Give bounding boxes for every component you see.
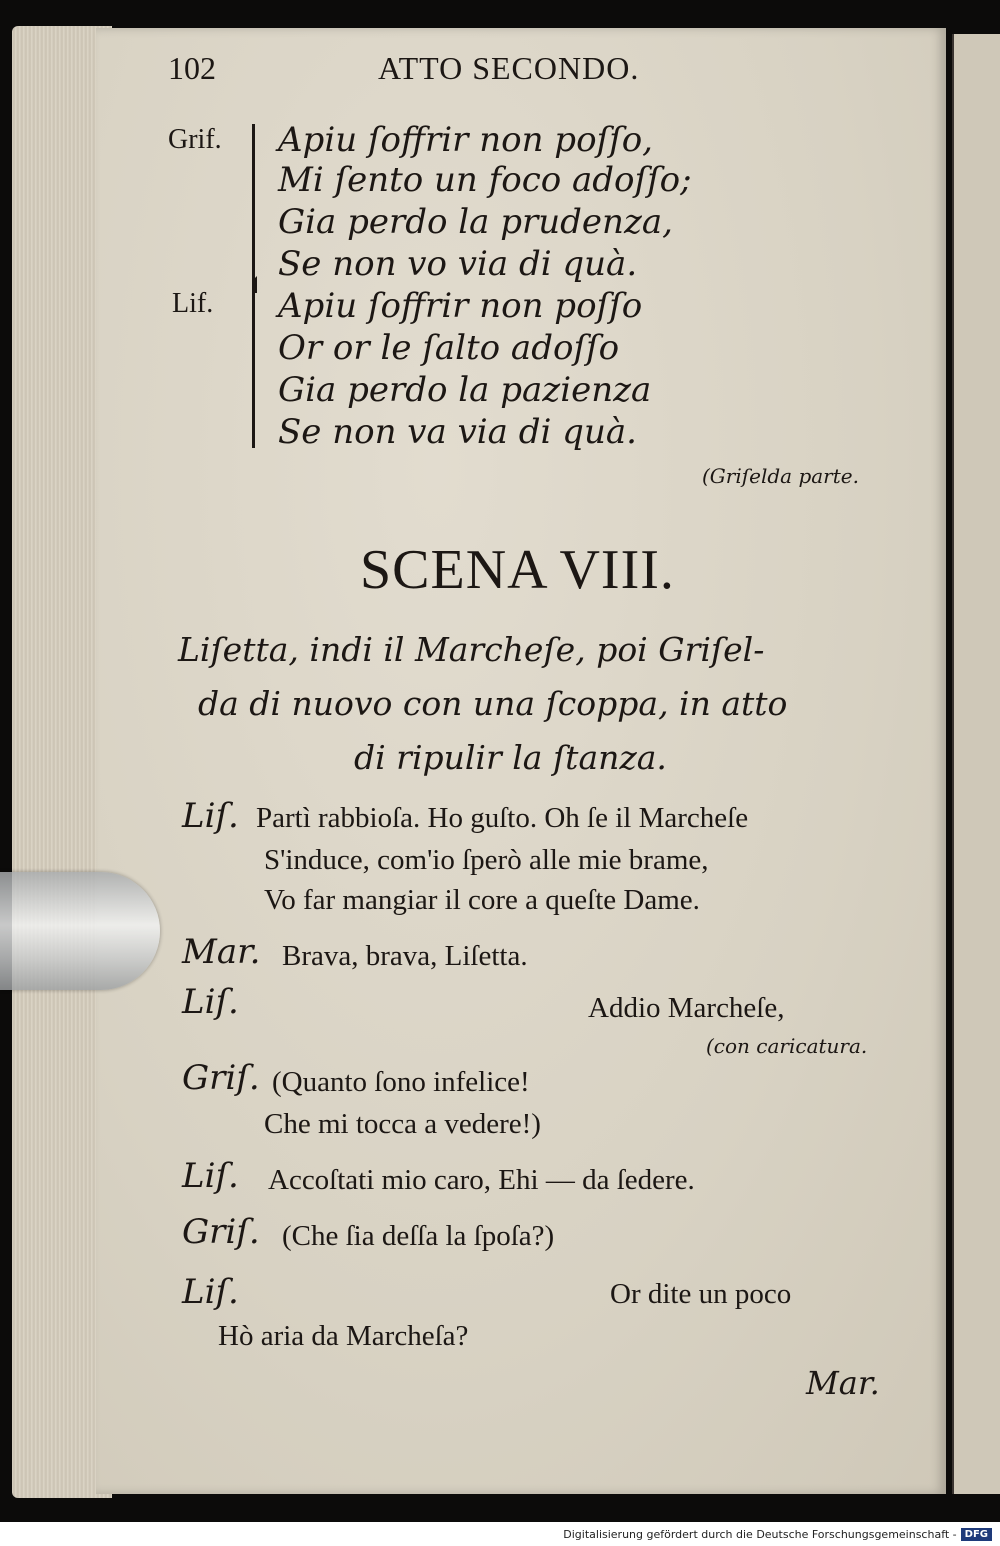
aria-brace-tick bbox=[244, 276, 257, 293]
catchword: Mar. bbox=[806, 1364, 880, 1402]
page-number: 102 bbox=[168, 50, 216, 86]
aria-line: Mi ſento un foco adoſſo; bbox=[278, 160, 692, 200]
speaker-label: Mar. bbox=[182, 932, 261, 972]
aria-line: Apiu ſoffrir non poſſo, bbox=[278, 120, 653, 160]
speaker-label: Liſ. bbox=[182, 1156, 239, 1196]
facing-page-edge bbox=[952, 34, 1000, 1494]
dialogue-line: Vo far mangiar il core a queſte Dame. bbox=[264, 884, 700, 916]
dialogue-line: S'induce, com'io ſperò alle mie brame, bbox=[264, 844, 709, 876]
aria-speaker-grif: Grif. bbox=[168, 124, 222, 155]
scene-description-line: da di nuovo con una ſcoppa, in atto bbox=[198, 684, 788, 723]
scene-description-line: di ripulir la ſtanza. bbox=[354, 738, 667, 777]
digitization-footer bbox=[0, 1522, 1000, 1546]
dialogue-line: Hò aria da Marcheſa? bbox=[218, 1320, 469, 1352]
speaker-label: Griſ. bbox=[182, 1212, 260, 1252]
speaker-label: Liſ. bbox=[182, 1272, 239, 1312]
dialogue-line: Addio Marcheſe, bbox=[588, 992, 785, 1024]
stage-direction: (Griſelda parte. bbox=[702, 464, 859, 488]
aria-line: Gia perdo la pazienza bbox=[278, 370, 652, 410]
dialogue-line: Or dite un poco bbox=[610, 1278, 792, 1310]
scene-title: SCENA VIII. bbox=[360, 539, 675, 601]
aria-line: Apiu ſoffrir non poſſo bbox=[278, 286, 643, 326]
speaker-label: Liſ. bbox=[182, 982, 239, 1022]
aria-line: Se non va via di quà. bbox=[278, 412, 637, 452]
speaker-label: Liſ. bbox=[182, 796, 239, 836]
dialogue-line: Che mi tocca a vedere!) bbox=[264, 1108, 541, 1140]
running-title: ATTO SECONDO. bbox=[378, 50, 640, 86]
scene-description-line: Liſetta, indi il Marcheſe, poi Griſel- bbox=[178, 630, 765, 669]
aria-speaker-lis: Lif. bbox=[172, 288, 214, 319]
dialogue-line: (Quanto ſono infelice! bbox=[272, 1066, 530, 1098]
aria-line: Se non vo via di quà. bbox=[278, 244, 638, 284]
dialogue-line: Brava, brava, Liſetta. bbox=[282, 940, 528, 972]
dfg-logo: DFG bbox=[961, 1528, 992, 1541]
dialogue-line: (Che ſia deſſa la ſpoſa?) bbox=[282, 1220, 555, 1252]
footer-text: Digitalisierung gefördert durch die Deutsche Forschungsgemeinschaft - bbox=[563, 1527, 957, 1541]
dialogue-line: Partì rabbioſa. Ho guſto. Oh ſe il Marcheſe bbox=[256, 802, 749, 834]
stage-direction: (con caricatura. bbox=[706, 1034, 868, 1058]
aria-line: Gia perdo la prudenza, bbox=[278, 202, 673, 242]
aria-line: Or or le ſalto adoſſo bbox=[278, 328, 620, 368]
speaker-label: Griſ. bbox=[182, 1058, 260, 1098]
page-holder-clip bbox=[0, 872, 160, 990]
dialogue-line: Accoſtati mio caro, Ehi — da ſedere. bbox=[268, 1164, 695, 1196]
